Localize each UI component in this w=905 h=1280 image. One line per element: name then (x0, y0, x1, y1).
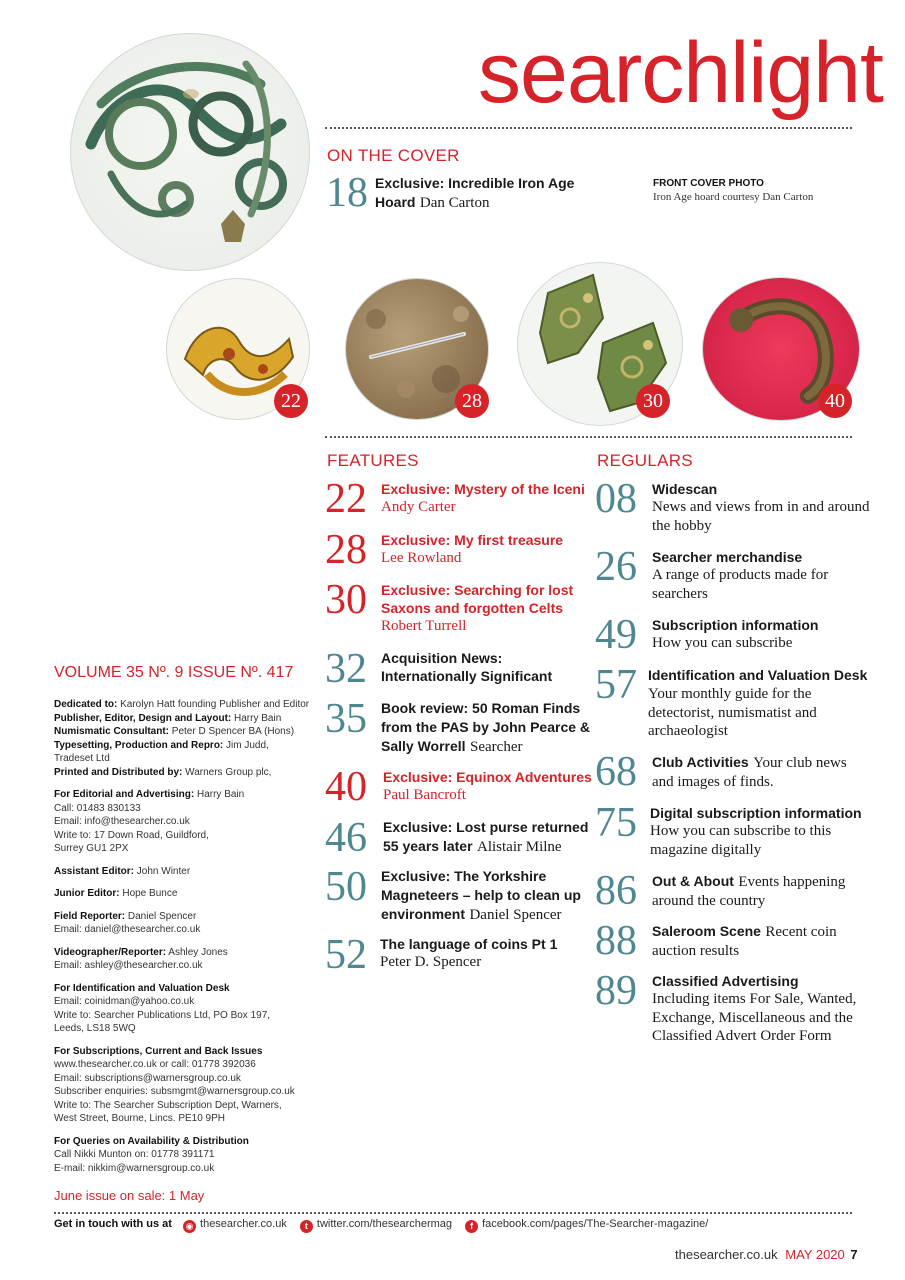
feature-title: Exclusive: Equinox Adventures (383, 769, 592, 785)
divider (325, 436, 852, 438)
regular-title: Club Activities (652, 754, 749, 770)
field-email[interactable]: Email: daniel@thesearcher.co.uk (54, 924, 201, 935)
regular-title: Out & About (652, 873, 734, 889)
feature-author: Peter D. Spencer (380, 954, 482, 970)
feature-title: Exclusive: Searching for lost Saxons and forgotten Celts (381, 582, 574, 616)
editorial-email[interactable]: Email: info@thesearcher.co.uk (54, 816, 190, 827)
regular-title: Identification and Valuation Desk (648, 667, 868, 683)
feature-title: The language of coins Pt 1 (380, 936, 558, 952)
subs-website[interactable]: www.thesearcher.co.uk or call: 01778 392036 (54, 1059, 256, 1070)
queries-email[interactable]: E-mail: nikkim@warnersgroup.co.uk (54, 1162, 215, 1174)
regular-desc: Recent coin auction results (652, 924, 837, 959)
folio-site: thesearcher.co.uk (675, 1247, 778, 1262)
regular-desc: Events happening around the country (652, 874, 846, 909)
folio (675, 1247, 858, 1262)
feature-page-number: 50 (325, 864, 367, 910)
cover-page-number: 18 (326, 170, 368, 216)
feature-title: Exclusive: Lost purse returned 55 years later (383, 819, 589, 854)
regular-desc: How you can subscribe (652, 635, 793, 651)
thumb-badge-22: 22 (274, 384, 308, 418)
regular-desc: News and views from in and around the hobby (652, 499, 870, 534)
globe-icon: ◉ (183, 1220, 196, 1233)
features-heading: FEATURES (327, 451, 419, 470)
regular-page-number: 75 (595, 800, 637, 846)
feature-author: Paul Bancroft (383, 787, 466, 803)
feature-author: Daniel Spencer (469, 907, 562, 923)
facebook-icon: f (465, 1220, 478, 1233)
regular-page-number: 26 (595, 544, 637, 590)
masthead (478, 25, 883, 121)
front-cover-photo-credit: Iron Age hoard courtesy Dan Carton (653, 191, 814, 203)
regular-page-number: 89 (595, 968, 637, 1014)
regular-title: Classified Advertising (652, 973, 799, 989)
regular-desc: A range of products made for searchers (652, 567, 829, 602)
ident-email[interactable]: Email: coinidman@yahoo.co.uk (54, 996, 195, 1007)
divider (325, 127, 852, 129)
cover-hoard-image (70, 33, 310, 271)
regular-page-number: 08 (595, 476, 637, 522)
front-cover-photo-label: FRONT COVER PHOTO (653, 178, 764, 189)
regular-title: Searcher merchandise (652, 549, 803, 565)
feature-page-number: 22 (325, 476, 367, 522)
regular-desc: Including items For Sale, Wanted, Exchange, Miscellaneous and the Classified Advert Order Form (652, 991, 857, 1044)
regular-title: Subscription information (652, 617, 819, 633)
regular-page-number: 68 (595, 749, 637, 795)
feature-page-number: 40 (325, 764, 367, 810)
cover-story-author: Dan Carton (419, 195, 490, 211)
social-footer (54, 1218, 708, 1233)
regular-desc: Your club news and images of finds. (652, 755, 847, 790)
thumb-badge-28: 28 (455, 384, 489, 418)
feature-title: Book review: 50 Roman Finds from the PAS by John Pearce & Sally Worrell (381, 700, 591, 754)
get-in-touch-label: Get in touch with us at (54, 1218, 172, 1230)
divider (54, 1212, 852, 1214)
regular-page-number: 88 (595, 918, 637, 964)
regulars-heading: REGULARS (597, 451, 693, 470)
regular-title: Widescan (652, 481, 718, 497)
twitter-link[interactable]: t twitter.com/thesearchermag (300, 1218, 452, 1230)
video-email[interactable]: Email: ashley@thesearcher.co.uk (54, 960, 203, 971)
imprint: Dedicated to: Karolyn Hatt founding Publisher and Editor Publisher, Editor, Design and Layout: Harry Bain Numismatic Consultant: Peter D Spencer BA (Hons) Typesetting, Production and Repro: Jim Judd, Tradeset Ltd Printed and Distributed by: Warners Group plc, For Editorial and Advertising: Harry Bain Call: 01483 830133 Email: info@thesearcher.co.uk Write to: 17 Down Road, Guildford, Surrey GU1 2PX Assistant Editor: John Winter Junior Editor: Hope Bunce Field Reporter: Daniel Spencer Email: daniel@thesearcher.co.uk Videographer/Reporter: Ashley Jones Email: ashley@thesearcher.co.uk For Identification and Valuation Desk Email: coinidman@yahoo.co.uk Write to: Searcher Publications Ltd, PO Box 197, Leeds, LS18 5WQ For Subscriptions, Current and Back Issues www.thesearcher.co.uk or call: 01778 392036 Email: subscriptions@warnersgroup.co.uk Subscriber enquiries: subsmgmt@warnersgroup.co.uk Write to: The Searcher Subscription Dept, Warners, West Street, Bourne, Lincs. PE10 9PH For Queries on Availability & Distribution Call Nikki Munton on: 01778 391171 E-mail: nikkim@warnersgroup.co.uk (54, 698, 324, 1175)
feature-page-number: 46 (325, 815, 367, 861)
regular-title: Digital subscription information (650, 805, 862, 821)
regular-page-number: 86 (595, 868, 637, 914)
on-the-cover-heading: ON THE COVER (327, 146, 460, 165)
feature-author: Robert Turrell (381, 618, 467, 634)
regular-desc: How you can subscribe to this magazine digitally (650, 823, 832, 858)
feature-title: Exclusive: The Yorkshire Magneteers – help to clean up environment (381, 868, 581, 922)
feature-author: Andy Carter (381, 499, 456, 515)
regular-title: Saleroom Scene (652, 923, 761, 939)
folio-issue: MAY 2020 (785, 1247, 845, 1262)
masthead-search: search (478, 25, 731, 121)
feature-author: Searcher (470, 739, 523, 755)
cover-story-title: Exclusive: Incredible Iron Age Hoard (375, 175, 575, 210)
feature-page-number: 32 (325, 646, 367, 692)
masthead-light: light (730, 25, 883, 121)
feature-page-number: 30 (325, 577, 367, 623)
page-number: 7 (850, 1247, 858, 1262)
on-sale-notice: June issue on sale: 1 May (54, 1188, 205, 1203)
feature-author: Alistair Milne (476, 839, 562, 855)
regular-page-number: 57 (595, 662, 637, 708)
cover-story[interactable] (375, 174, 595, 212)
thumb-badge-30: 30 (636, 384, 670, 418)
regular-desc: Your monthly guide for the detectorist, numismatist and archaeologist (648, 686, 817, 739)
twitter-icon: t (300, 1220, 313, 1233)
volume-issue: VOLUME 35 Nº. 9 ISSUE Nº. 417 (54, 664, 294, 681)
website-link[interactable]: ◉ thesearcher.co.uk (183, 1218, 287, 1230)
feature-title: Exclusive: My first treasure (381, 532, 564, 548)
thumb-badge-40: 40 (818, 384, 852, 418)
feature-author: Lee Rowland (381, 550, 462, 566)
feature-page-number: 28 (325, 527, 367, 573)
regular-page-number: 49 (595, 612, 637, 658)
feature-page-number: 35 (325, 696, 367, 742)
feature-title: Exclusive: Mystery of the Iceni (381, 481, 585, 497)
facebook-link[interactable]: f facebook.com/pages/The-Searcher-magazine/ (465, 1218, 708, 1230)
feature-page-number: 52 (325, 932, 367, 978)
feature-title: Acquisition News: Internationally Significant (381, 650, 553, 684)
